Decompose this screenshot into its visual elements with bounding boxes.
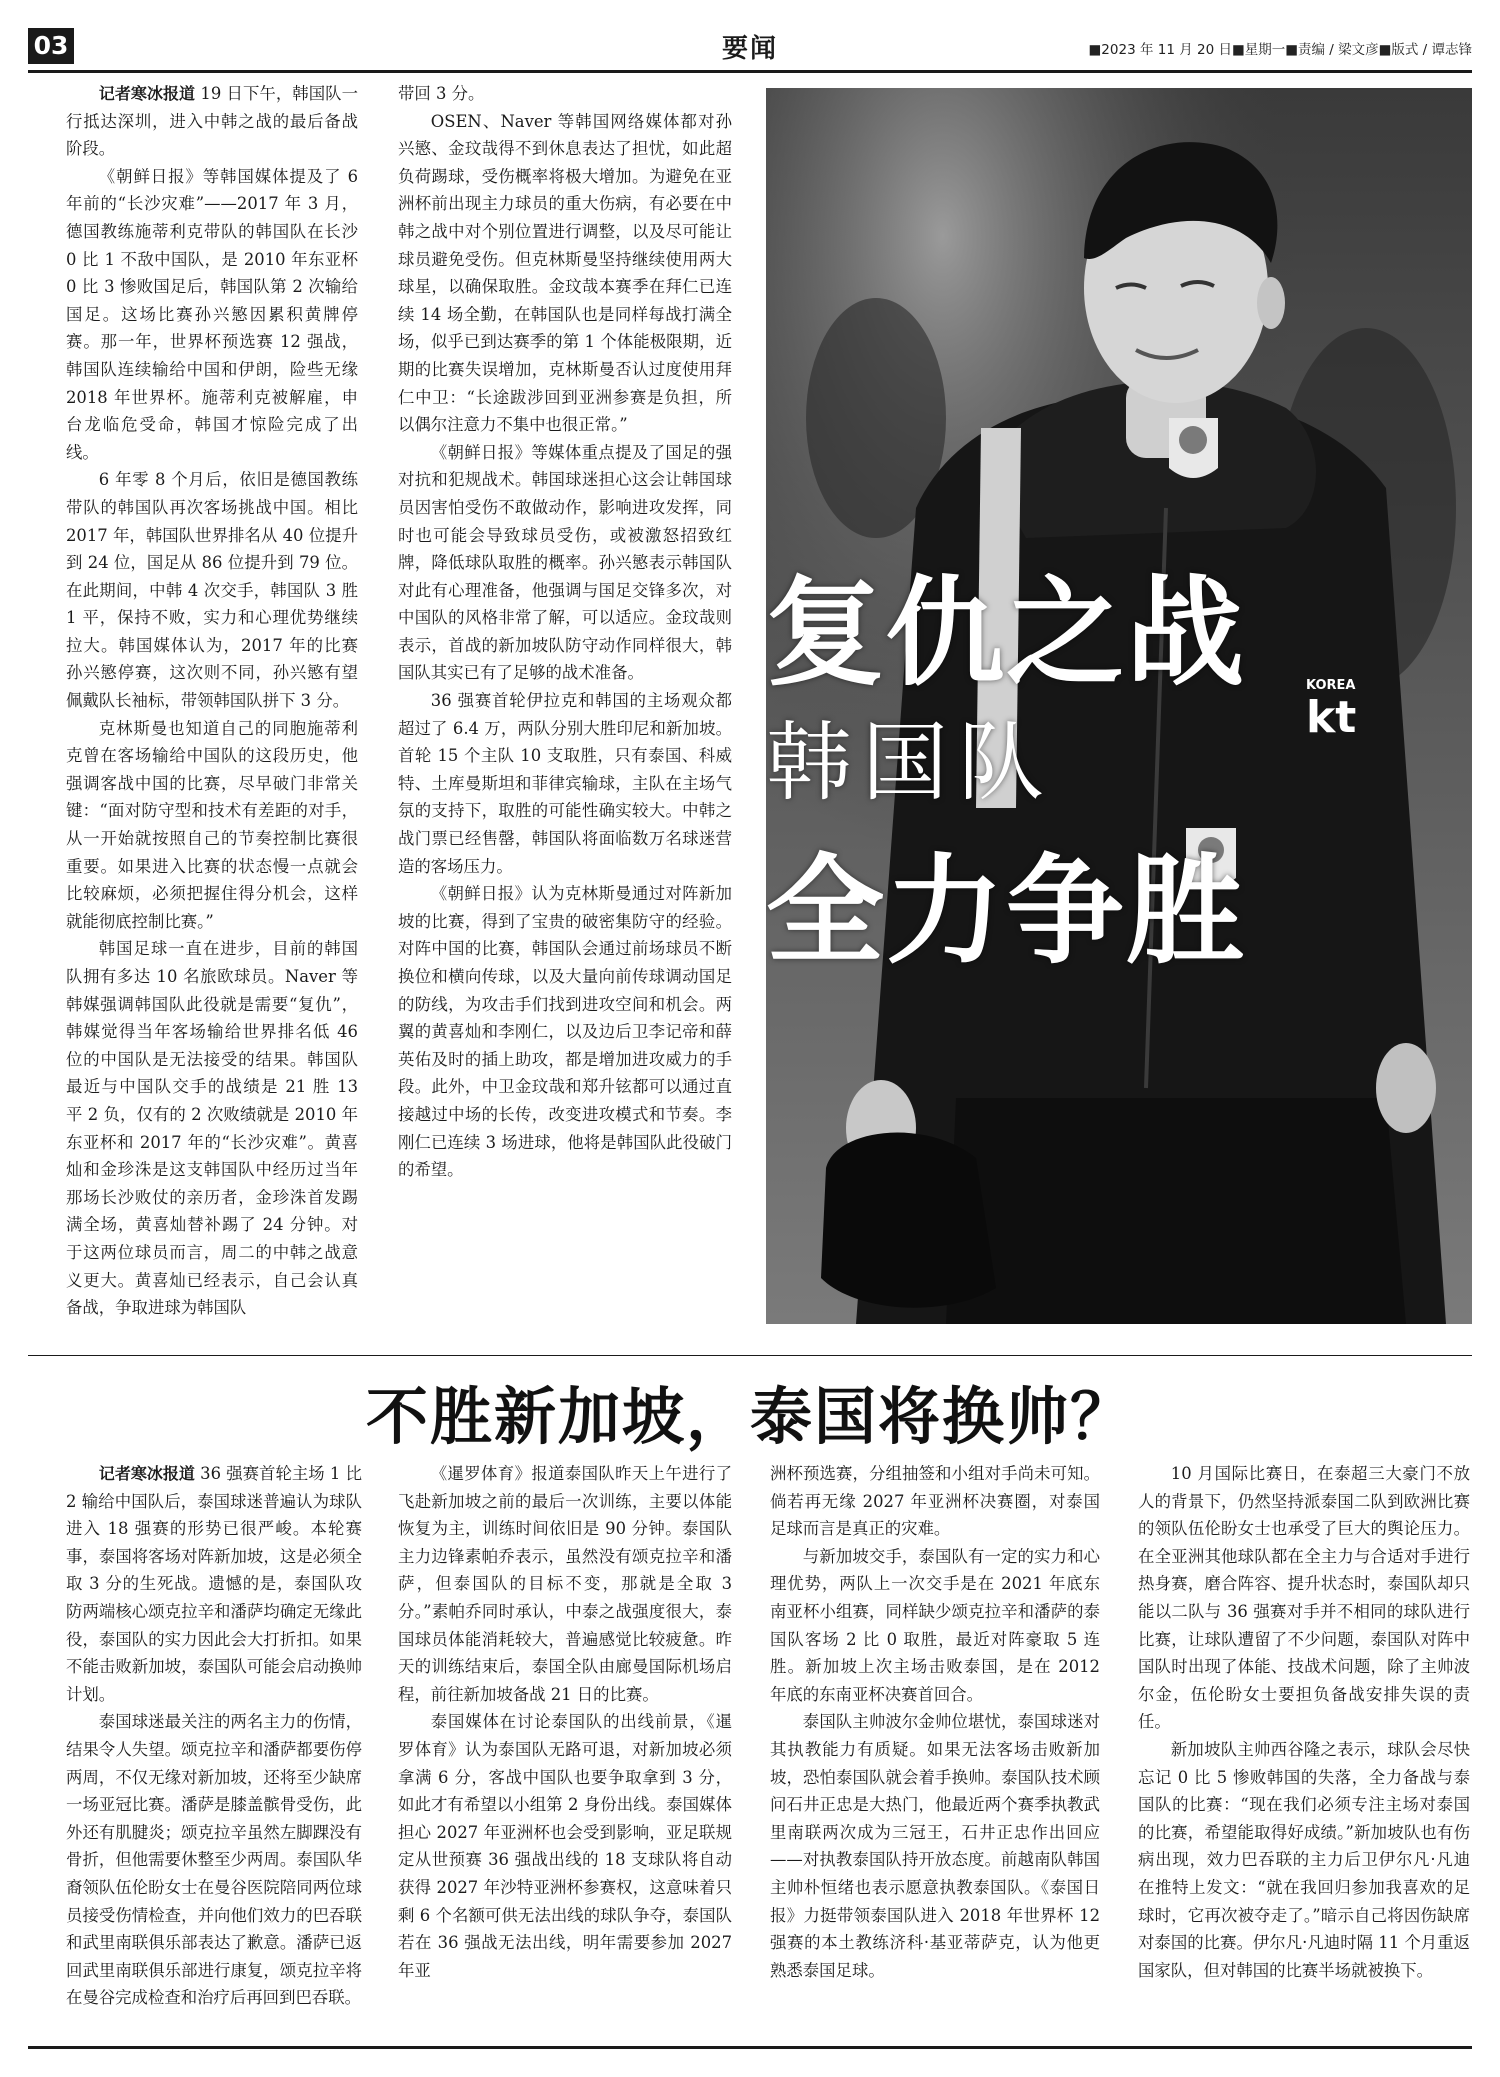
paragraph — [66, 935, 358, 1321]
paragraph-text: 《朝鲜日报》认为克林斯曼通过对阵新加坡的比赛，得到了宝贵的破密集防守的经验。对阵中国的比赛，韩国队会通过前场球员不断换位和横向传球，以及大量向前传球调动国足的防线，为攻击手们找到进攻空间和机会。两翼的黄喜灿和李刚仁，以及边后卫李记帝和薛英佑及时的插上助攻，都是增加进攻威力的手段。此外，中卫金玟哉和郑升铉都可以通过直接越过中场的长传，改变进攻模式和节奏。李刚仁已连续 3 场进球，他将是韩国队此役破门的希望。 — [398, 884, 732, 1180]
paragraph — [398, 1460, 732, 1708]
paragraph — [66, 163, 358, 467]
paragraph-text: 泰国媒体在讨论泰国队的出线前景，《暹罗体育》认为泰国队无路可退，对新加坡必须拿满 6 分，客战中国队也要争取拿到 3 分，如此才有希望以小组第 2 身份出线。泰国媒体担心 2027 年亚洲杯也会受到影响，亚足联规定从世预赛 36 强战出线的 18 支球队将自动获得 2027 年沙特亚洲杯参赛权，这意味着只剩 6 个名额可供无法出线的球队争夺，泰国队若在 36 强战无法出线，明年需要参加 2027 年亚 — [398, 1712, 732, 1980]
paragraph — [1138, 1736, 1470, 1984]
paragraph-text: 6 年零 8 个月后，依旧是德国教练带队的韩国队再次客场挑战中国。相比 2017 年，韩国队世界排名从 40 位提升到 24 位，国足从 86 位提升到 79 位。在此期间，中韩 4 次交手，韩国队 3 胜 1 平，保持不败，实力和心理优势继续拉大。韩国媒体认为，2017 年的比赛孙兴慜停赛，这次则不同，孙兴慜有望佩戴队长袖标，带领韩国队拼下 3 分。 — [66, 470, 358, 711]
headline-line-3: 全力争胜 — [766, 842, 1247, 980]
paragraph-text: 泰国球迷最关注的两名主力的伤情，结果令人失望。颂克拉辛和潘萨都要伤停两周，不仅无缘对新加坡，还将至少缺席一场亚冠比赛。潘萨是膝盖髌骨受伤，此外还有肌腱炎；颂克拉辛虽然左脚踝没有骨折，但他需要休整至少两周。泰国队华裔领队伍伦盼女士在曼谷医院陪同两位球员接受伤情检查，并向他们效力的巴吞联和武里南联俱乐部表达了歉意。潘萨已返回武里南联俱乐部进行康复，颂克拉辛将在曼谷完成检查和治疗后再回到巴吞联。 — [66, 1712, 362, 2008]
paragraph — [66, 466, 358, 714]
section-title: 要闻 — [721, 34, 778, 64]
paragraph-text: 洲杯预选赛，分组抽签和小组对手尚未可知。倘若再无缘 2027 年亚洲杯决赛圈，对泰国足球而言是真正的灾难。 — [770, 1464, 1100, 1539]
article2-column-3 — [770, 1460, 1100, 2035]
article1-column-2 — [398, 80, 732, 1330]
article2-column-2 — [398, 1460, 732, 2035]
paragraph-text: 《朝鲜日报》等媒体重点提及了国足的强对抗和犯规战术。韩国球迷担心这会让韩国球员因害怕受伤不敢做动作，影响进攻发挥，同时也可能会导致球员受伤，或被激怒招致红牌，降低球队取胜的概率。孙兴慜表示韩国队对此有心理准备，他强调与国足交锋多次，对中国队的风格非常了解，可以适应。金玟哉则表示，首战的新加坡队防守动作同样很大，韩国队其实已有了足够的战术准备。 — [398, 442, 732, 683]
paragraph-text: 36 强赛首轮主场 1 比 2 输给中国队后，泰国球迷普遍认为球队进入 18 强赛的形势已很严峻。本轮赛事，泰国将客场对阵新加坡，这是必须全取 3 分的生死战。遗憾的是，泰国队攻防两端核心颂克拉辛和潘萨均确定无缘此役，泰国队的实力因此会大打折扣。如果不能击败新加坡，泰国队可能会启动换帅计划。 — [66, 1464, 362, 1704]
headline-line-2: 韩国队 — [766, 713, 1054, 813]
paragraph — [66, 715, 358, 936]
paragraph — [398, 1708, 732, 1984]
paragraph-text: 36 强赛首轮伊拉克和韩国的主场观众都超过了 6.4 万，两队分别大胜印尼和新加坡。首轮 15 个主队 10 支取胜，只有泰国、科威特、土库曼斯坦和菲律宾输球，主队在主场气氛的支持下，取胜的可能性确实较大。中韩之战门票已经售罄，韩国队将面临数万名球迷营造的客场压力。 — [398, 691, 732, 876]
paragraph — [770, 1543, 1100, 1709]
feature-photo — [766, 88, 1472, 1324]
paragraph — [66, 1460, 362, 1708]
footer-rule — [28, 2046, 1472, 2049]
paragraph-text: 泰国队主帅波尔金帅位堪忧，泰国球迷对其执教能力有质疑。如果无法客场击败新加坡，恐怕泰国队就会着手换帅。泰国队技术顾问石井正忠是大热门，他最近两个赛季执教武里南联两次成为三冠王，石井正忠作出回应——对执教泰国队持开放态度。前越南队韩国主帅朴恒绪也表示愿意执教泰国队。《泰国日报》力挺带领泰国队进入 2018 年世界杯 12 强赛的本土教练济科·基亚蒂萨克，认为他更熟悉泰国足球。 — [770, 1712, 1100, 1980]
header-rule — [28, 70, 1472, 73]
paragraph-text: 新加坡队主帅西谷隆之表示，球队会尽快忘记 0 比 5 惨败韩国的失落，全力备战与泰国队的比赛：“现在我们必须专注主场对泰国的比赛，希望能取得好成绩。”新加坡队也有伤病出现，效力巴吞联的主力后卫伊尔凡·凡迪在推特上发文：“就在我回归参加我喜欢的足球时，它再次被夺走了。”暗示自己将因伤缺席对泰国的比赛。伊尔凡·凡迪时隔 11 个月重返国家队，但对韩国的比赛半场就被换下。 — [1138, 1739, 1470, 1980]
paragraph-text: 带回 3 分。 — [398, 84, 485, 103]
paragraph — [398, 880, 732, 1184]
paragraph-text: 韩国足球一直在进步，目前的韩国队拥有多达 10 名旅欧球员。Naver 等韩媒强调韩国队此役就是需要“复仇”，韩媒觉得当年客场输给世界排名低 46 位的中国队是无法接受的结果。韩国队最近与中国队交手的战绩是 21 胜 13 平 2 负，仅有的 2 次败绩就是 2010 年东亚杯和 2017 年的“长沙灾难”。黄喜灿和金珍洙是这支韩国队中经历过当年那场长沙败仗的亲历者，金珍洙首发踢满全场，黄喜灿替补踢了 24 分钟。对于这两位球员而言，周二的中韩之战意义更大。黄喜灿已经表示，自己会认真备战，争取进球为韩国队 — [66, 939, 358, 1318]
article-divider — [28, 1355, 1472, 1356]
paragraph — [66, 1708, 362, 2012]
byline: 记者寒冰报道 — [98, 1464, 195, 1483]
paragraph — [398, 439, 732, 687]
byline: 记者寒冰报道 — [98, 84, 196, 103]
article2-column-4 — [1138, 1460, 1470, 2035]
paragraph — [770, 1708, 1100, 1984]
article2-headline: 不胜新加坡，泰国将换帅？ — [365, 1380, 1134, 1453]
article1-column-1 — [66, 80, 358, 1330]
paragraph-text: 克林斯曼也知道自己的同胞施蒂利克曾在客场输给中国队的这段历史，他强调客战中国的比赛，尽早破门非常关键：“面对防守型和技术有差距的对手，从一开始就按照自己的节奏控制比赛很重要。如果进入比赛的状态慢一点就会比较麻烦，必须把握住得分机会，这样就能彻底控制比赛。” — [66, 718, 358, 931]
headline-line-1: 复仇之战 — [766, 564, 1247, 702]
paragraph-text: OSEN、Naver 等韩国网络媒体都对孙兴慜、金玟哉得不到休息表达了担忧，如此超负荷踢球，受伤概率将极大增加。为避免在亚洲杯前出现主力球员的重大伤病，有必要在中韩之战中对个别位置进行调整，以及尽可能让球员避免受伤。但克林斯曼坚持继续使用两大球星，以确保取胜。金玟哉本赛季在拜仁已连续 14 场全勤，在韩国队也是同样每战打满全场，似乎已到达赛季的第 1 个体能极限期，近期的比赛失误增加，克林斯曼否认过度使用拜仁中卫：“长途跋涉回到亚洲参赛是负担，所以偶尔注意力不集中也很正常。” — [398, 111, 732, 435]
jersey-badge-text: KOREA — [1306, 678, 1356, 693]
paragraph — [770, 1460, 1100, 1543]
jersey-sponsor: kt — [1306, 692, 1357, 743]
article2-column-1 — [66, 1460, 362, 2035]
page-number: 03 — [28, 28, 74, 64]
paragraph-text: 19 日下午，韩国队一行抵达深圳，进入中韩之战的最后备战阶段。 — [66, 84, 358, 159]
paragraph-text: 10 月国际比赛日，在泰超三大豪门不放人的背景下，仍然坚持派泰国二队到欧洲比赛的领队伍伦盼女士也承受了巨大的舆论压力。在全亚洲其他球队都在全主力与合适对手进行热身赛，磨合阵容、提升状态时，泰国队却只能以二队与 36 强赛对手并不相同的球队进行比赛，让球队遭留了不少问题，泰国队对阵中国队时出现了体能、技战术问题，除了主帅波尔金，伍伦盼女士要担负备战安排失误的责任。 — [1138, 1464, 1470, 1732]
paragraph — [398, 80, 732, 108]
paragraph-text: 与新加坡交手，泰国队有一定的实力和心理优势，两队上一次交手是在 2021 年底东南亚杯小组赛，同样缺少颂克拉辛和潘萨的泰国队客场 2 比 0 取胜，最近对阵豪取 5 连胜。新加坡上次主场击败泰国，是在 2012 年底的东南亚杯决赛首回合。 — [770, 1546, 1100, 1704]
paragraph — [398, 687, 732, 880]
paragraph-text: 《暹罗体育》报道泰国队昨天上午进行了飞赴新加坡之前的最后一次训练，主要以体能恢复为主，训练时间依旧是 90 分钟。泰国队主力边锋素帕乔表示，虽然没有颂克拉辛和潘萨，但泰国队的目标不变，那就是全取 3 分。”素帕乔同时承认，中泰之战强度很大，泰国球员体能消耗较大，普遍感觉比较疲惫。昨天的训练结束后，泰国全队由廊曼国际机场启程，前往新加坡备战 21 日的比赛。 — [398, 1464, 732, 1704]
paragraph-text: 《朝鲜日报》等韩国媒体提及了 6 年前的“长沙灾难”——2017 年 3 月，德国教练施蒂利克带队的韩国队在长沙 0 比 1 不敌中国队，是 2010 年东亚杯 0 比 3 惨败国足后，韩国队第 2 次输给国足。这场比赛孙兴慜因累积黄牌停赛。那一年，世界杯预选赛 12 强战，韩国队连续输给中国和伊朗，险些无缘 2018 年世界杯。施蒂利克被解雇，申台龙临危受命，韩国才惊险完成了出线。 — [66, 166, 358, 462]
paragraph — [1138, 1460, 1470, 1736]
header-meta: ■2023 年 11 月 20 日■星期一■责编 / 梁文彦■版式 / 谭志锋 — [1088, 42, 1472, 58]
page-header — [28, 26, 1472, 66]
paragraph — [66, 80, 358, 163]
paragraph — [398, 108, 732, 439]
